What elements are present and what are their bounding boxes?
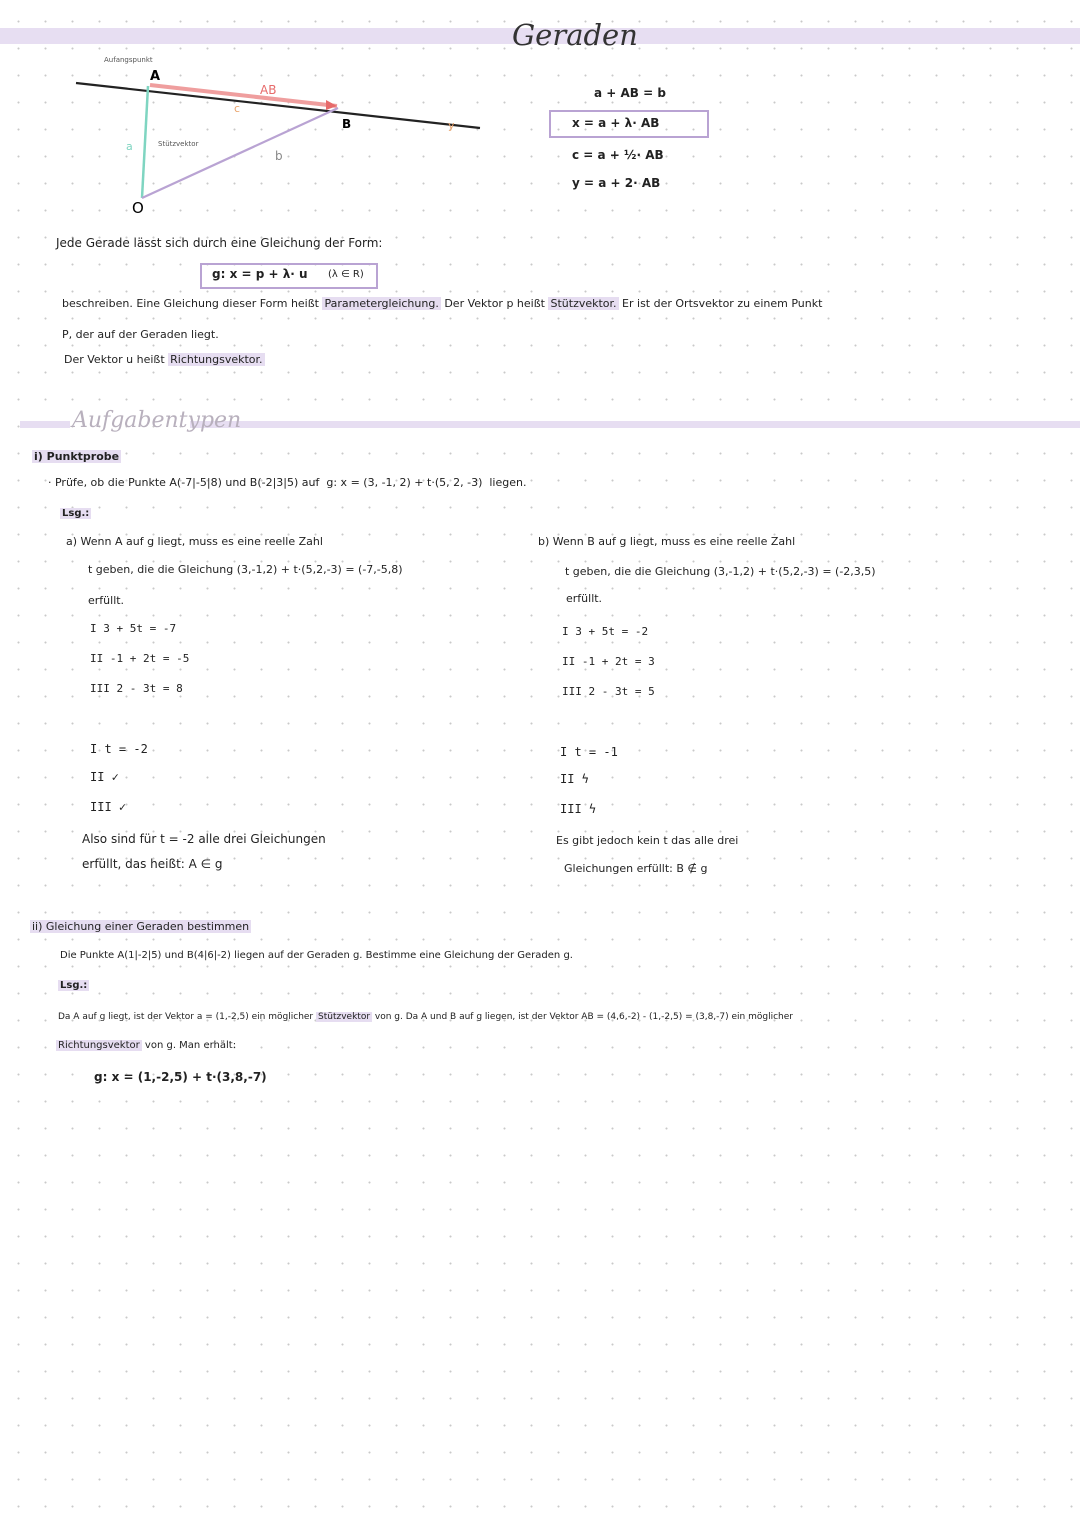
- task2-lsg: Lsg.:: [60, 980, 88, 991]
- vec-b-label: b: [275, 149, 283, 163]
- line-diagram: [60, 50, 520, 220]
- task1-prompt: · Prüfe, ob die Punkte A(-7|-5|8) und B(-2|3|5) auf g: x = (3, -1, 2) + t·(5, 2, -3) liegen.: [48, 476, 527, 489]
- task2-result: g: x = (1,-2,5) + t·(3,8,-7): [94, 1070, 267, 1084]
- b-conclusion-2: Gleichungen erfüllt: B ∉ g: [564, 862, 708, 875]
- b-result2: II ϟ: [560, 772, 589, 786]
- task2-line2: Richtungsvektor von g. Man erhält:: [58, 1040, 237, 1051]
- equation: g: x = p + λ· u: [212, 267, 308, 281]
- b-result1: I t = -1: [560, 745, 618, 759]
- definition-line-2: beschreiben. Eine Gleichung dieser Form heißt Parametergleichung. Der Vektor p heißt Stützvektor. Er ist der Ortsvektor zu einem Punkt: [62, 297, 823, 310]
- a-result3: III ✓: [90, 800, 127, 814]
- formula-1: a + AB = b: [594, 86, 666, 100]
- line-g: [76, 83, 480, 128]
- a-intro: a) Wenn A auf g liegt, muss es eine reelle Zahl: [66, 535, 323, 548]
- definition-line-3: P, der auf der Geraden liegt.: [62, 328, 219, 341]
- vec-y-label: y: [448, 119, 455, 132]
- vec-ab-label: AB: [260, 83, 277, 97]
- b-line2: t geben, die die Gleichung (3,-1,2) + t·(5,2,-3) = (-2,3,5): [565, 565, 876, 578]
- start-label: Aufangspunkt: [104, 56, 153, 64]
- a-result2: II ✓: [90, 770, 119, 784]
- definition-line-4: Der Vektor u heißt Richtungsvektor.: [64, 353, 263, 366]
- formula-3: c = a + ½· AB: [572, 148, 664, 162]
- section-band-left: [20, 421, 70, 428]
- a-conclusion-1: Also sind für t = -2 alle drei Gleichungen: [82, 832, 326, 846]
- a-eq3: III 2 - 3t = 8: [90, 682, 183, 695]
- b-conclusion-1: Es gibt jedoch kein t das alle drei: [556, 834, 739, 847]
- stuetz-label: Stützvektor: [158, 140, 199, 148]
- a-conclusion-2: erfüllt, das heißt: A ∈ g: [82, 857, 223, 871]
- definition-line-1: Jede Gerade lässt sich durch eine Gleichung der Form:: [56, 236, 383, 250]
- section-title: Aufgabentypen: [72, 408, 242, 433]
- a-result1: I t = -2: [90, 742, 148, 756]
- section-band: [190, 421, 1080, 428]
- task2-line1: Da A auf g liegt, ist der Vektor a = (1,-2,5) ein möglicher Stützvektor von g. Da A und B auf g liegen, ist der Vektor AB = (4,6,-2) - (1,-2,5) = (3,8,-7) ein möglicher: [58, 1012, 793, 1022]
- task2-prompt: Die Punkte A(1|-2|5) und B(4|6|-2) liegen auf der Geraden g. Bestimme eine Gleichung der Geraden g.: [60, 950, 573, 961]
- vec-a-label: a: [126, 140, 133, 153]
- point-b-label: B: [342, 117, 352, 131]
- task1-lsg: Lsg.:: [62, 508, 90, 519]
- equation-condition: (λ ∈ R): [328, 269, 364, 280]
- stuetzvektor-line: [142, 86, 148, 198]
- page-title: Geraden: [512, 18, 638, 52]
- a-line3: erfüllt.: [88, 594, 125, 607]
- b-eq1: I 3 + 5t = -2: [562, 625, 649, 638]
- vector-b-line: [142, 108, 338, 198]
- b-intro: b) Wenn B auf g liegt, muss es eine reelle Zahl: [538, 535, 796, 548]
- a-line2: t geben, die die Gleichung (3,-1,2) + t·(5,2,-3) = (-7,-5,8): [88, 563, 403, 576]
- formula-4: y = a + 2· AB: [572, 176, 661, 190]
- b-line3: erfüllt.: [566, 592, 603, 605]
- b-eq3: III 2 - 3t = 5: [562, 685, 655, 698]
- b-eq2: II -1 + 2t = 3: [562, 655, 655, 668]
- task1-heading: i) Punktprobe: [34, 450, 120, 463]
- vec-c-label: c: [234, 102, 241, 115]
- task2-heading: ii) Gleichung einer Geraden bestimmen: [32, 920, 250, 933]
- a-eq1: I 3 + 5t = -7: [90, 622, 177, 635]
- point-a-label: A: [150, 69, 161, 84]
- b-result3: III ϟ: [560, 802, 597, 816]
- a-eq2: II -1 + 2t = -5: [90, 652, 190, 665]
- vector-ab: [150, 85, 337, 106]
- formula-2: x = a + λ· AB: [572, 116, 660, 130]
- origin-label: O: [132, 199, 144, 217]
